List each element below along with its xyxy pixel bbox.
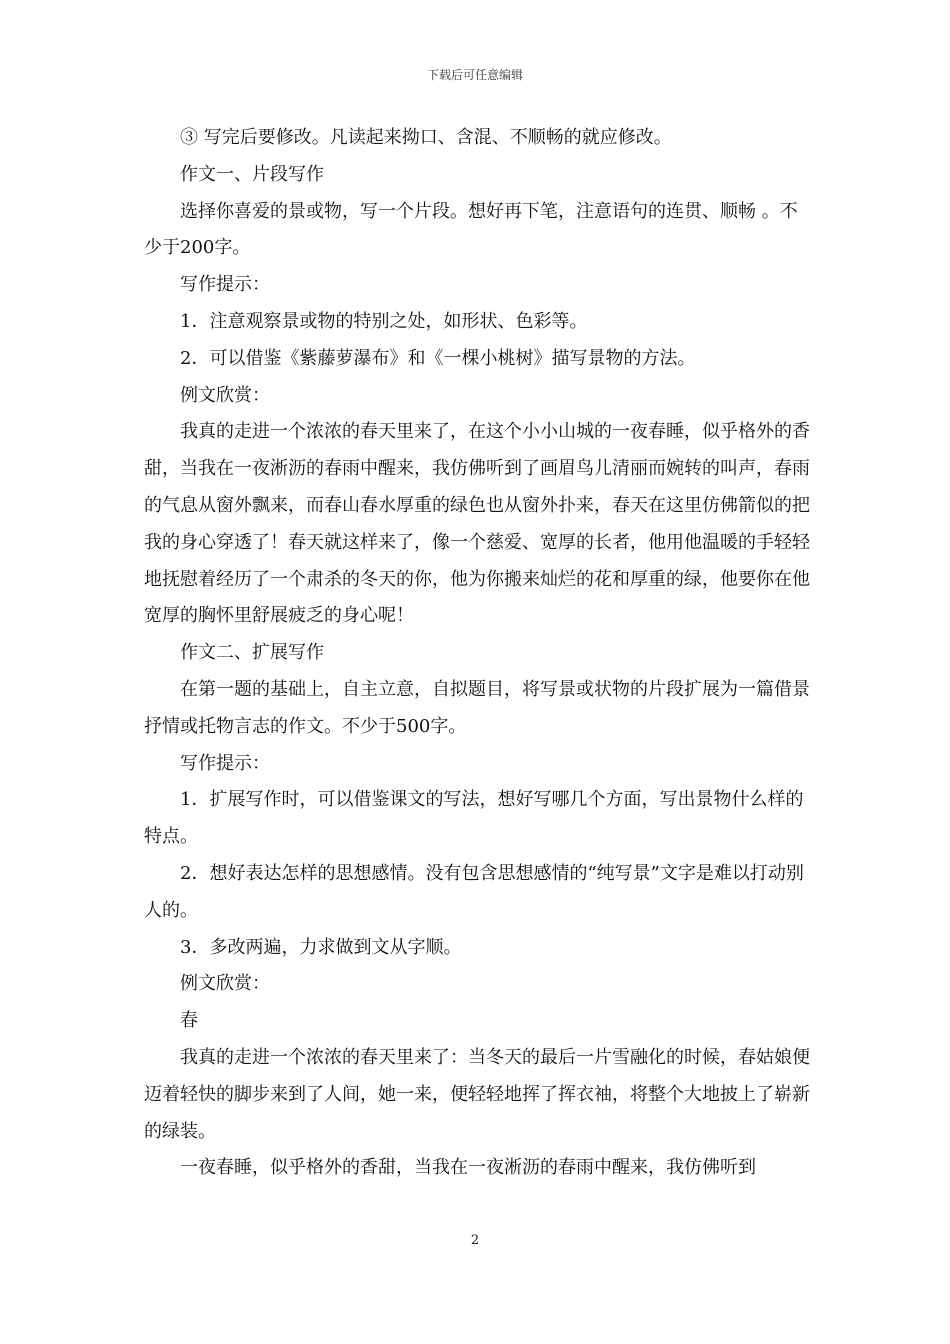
list-item: 2．可以借鉴《紫藤萝瀑布》和《一棵小桃树》描写景物的方法。 — [180, 347, 696, 369]
section-heading: 作文二、扩展写作 — [180, 642, 324, 664]
paragraph: 我真的走进一个浓浓的春天里来了：当冬天的最后一片雪融化的时候，春姑娘便迈着轻快的脚步来到了人间，她一来，便轻轻地挥了挥衣袖，将整个大地披上了崭新的绿装。 — [144, 1046, 810, 1142]
subheading: 写作提示： — [180, 274, 270, 296]
paragraph: 在第一题的基础上，自主立意，自拟题目，将写景或状物的片段扩展为一篇借景抒情或托物言志的作文。不少于500字。 — [144, 678, 810, 737]
document-body — [144, 120, 812, 1187]
list-item: 1．注意观察景或物的特别之处，如形状、色彩等。 — [180, 310, 588, 332]
list-item: 3．多改两遍，力求做到文从字顺。 — [180, 936, 462, 958]
list-item: 2．想好表达怎样的思想感情。没有包含思想感情的“纯写景”文字是难以打动别人的。 — [144, 862, 804, 921]
paragraph: 选择你喜爱的景或物，写一个片段。想好再下笔，注意语句的连贯、顺畅 。不少于200字。 — [144, 200, 798, 259]
paragraph: 一夜春睡，似乎格外的香甜，当我在一夜淅沥的春雨中醒来，我仿佛听到 — [180, 1157, 756, 1179]
subheading: 写作提示： — [180, 752, 270, 774]
section-heading: 作文一、片段写作 — [180, 163, 324, 185]
list-item: 1．扩展写作时，可以借鉴课文的写法，想好写哪几个方面，写出景物什么样的特点。 — [144, 789, 804, 848]
subheading: 例文欣赏： — [180, 973, 270, 995]
page-header: 下载后可任意编辑 — [426, 68, 523, 82]
page-number: 2 — [470, 1233, 480, 1248]
paragraph: 我真的走进一个浓浓的春天里来了，在这个小小山城的一夜春睡，似乎格外的香甜，当我在一夜淅沥的春雨中醒来，我仿佛听到了画眉鸟儿清丽而婉转的叫声，春雨的气息从窗外飘来，而春山春水厚重的绿色也从窗外扑来，春天在这里仿佛箭似的把我的身心穿透了！春天就这样来了，像一个慈爱、宽厚的长者，他用他温暖的手轻轻地抚慰着经历了一个肃杀的冬天的你，他为你搬来灿烂的花和厚重的绿，他要你在他宽厚的胸怀里舒展疲乏的身心呢！ — [144, 421, 810, 627]
subheading: 例文欣赏： — [180, 384, 270, 406]
essay-title: 春 — [180, 1010, 198, 1032]
paragraph: ③ 写完后要修改。凡读起来拗口、含混、不顺畅的就应修改。 — [180, 127, 672, 148]
